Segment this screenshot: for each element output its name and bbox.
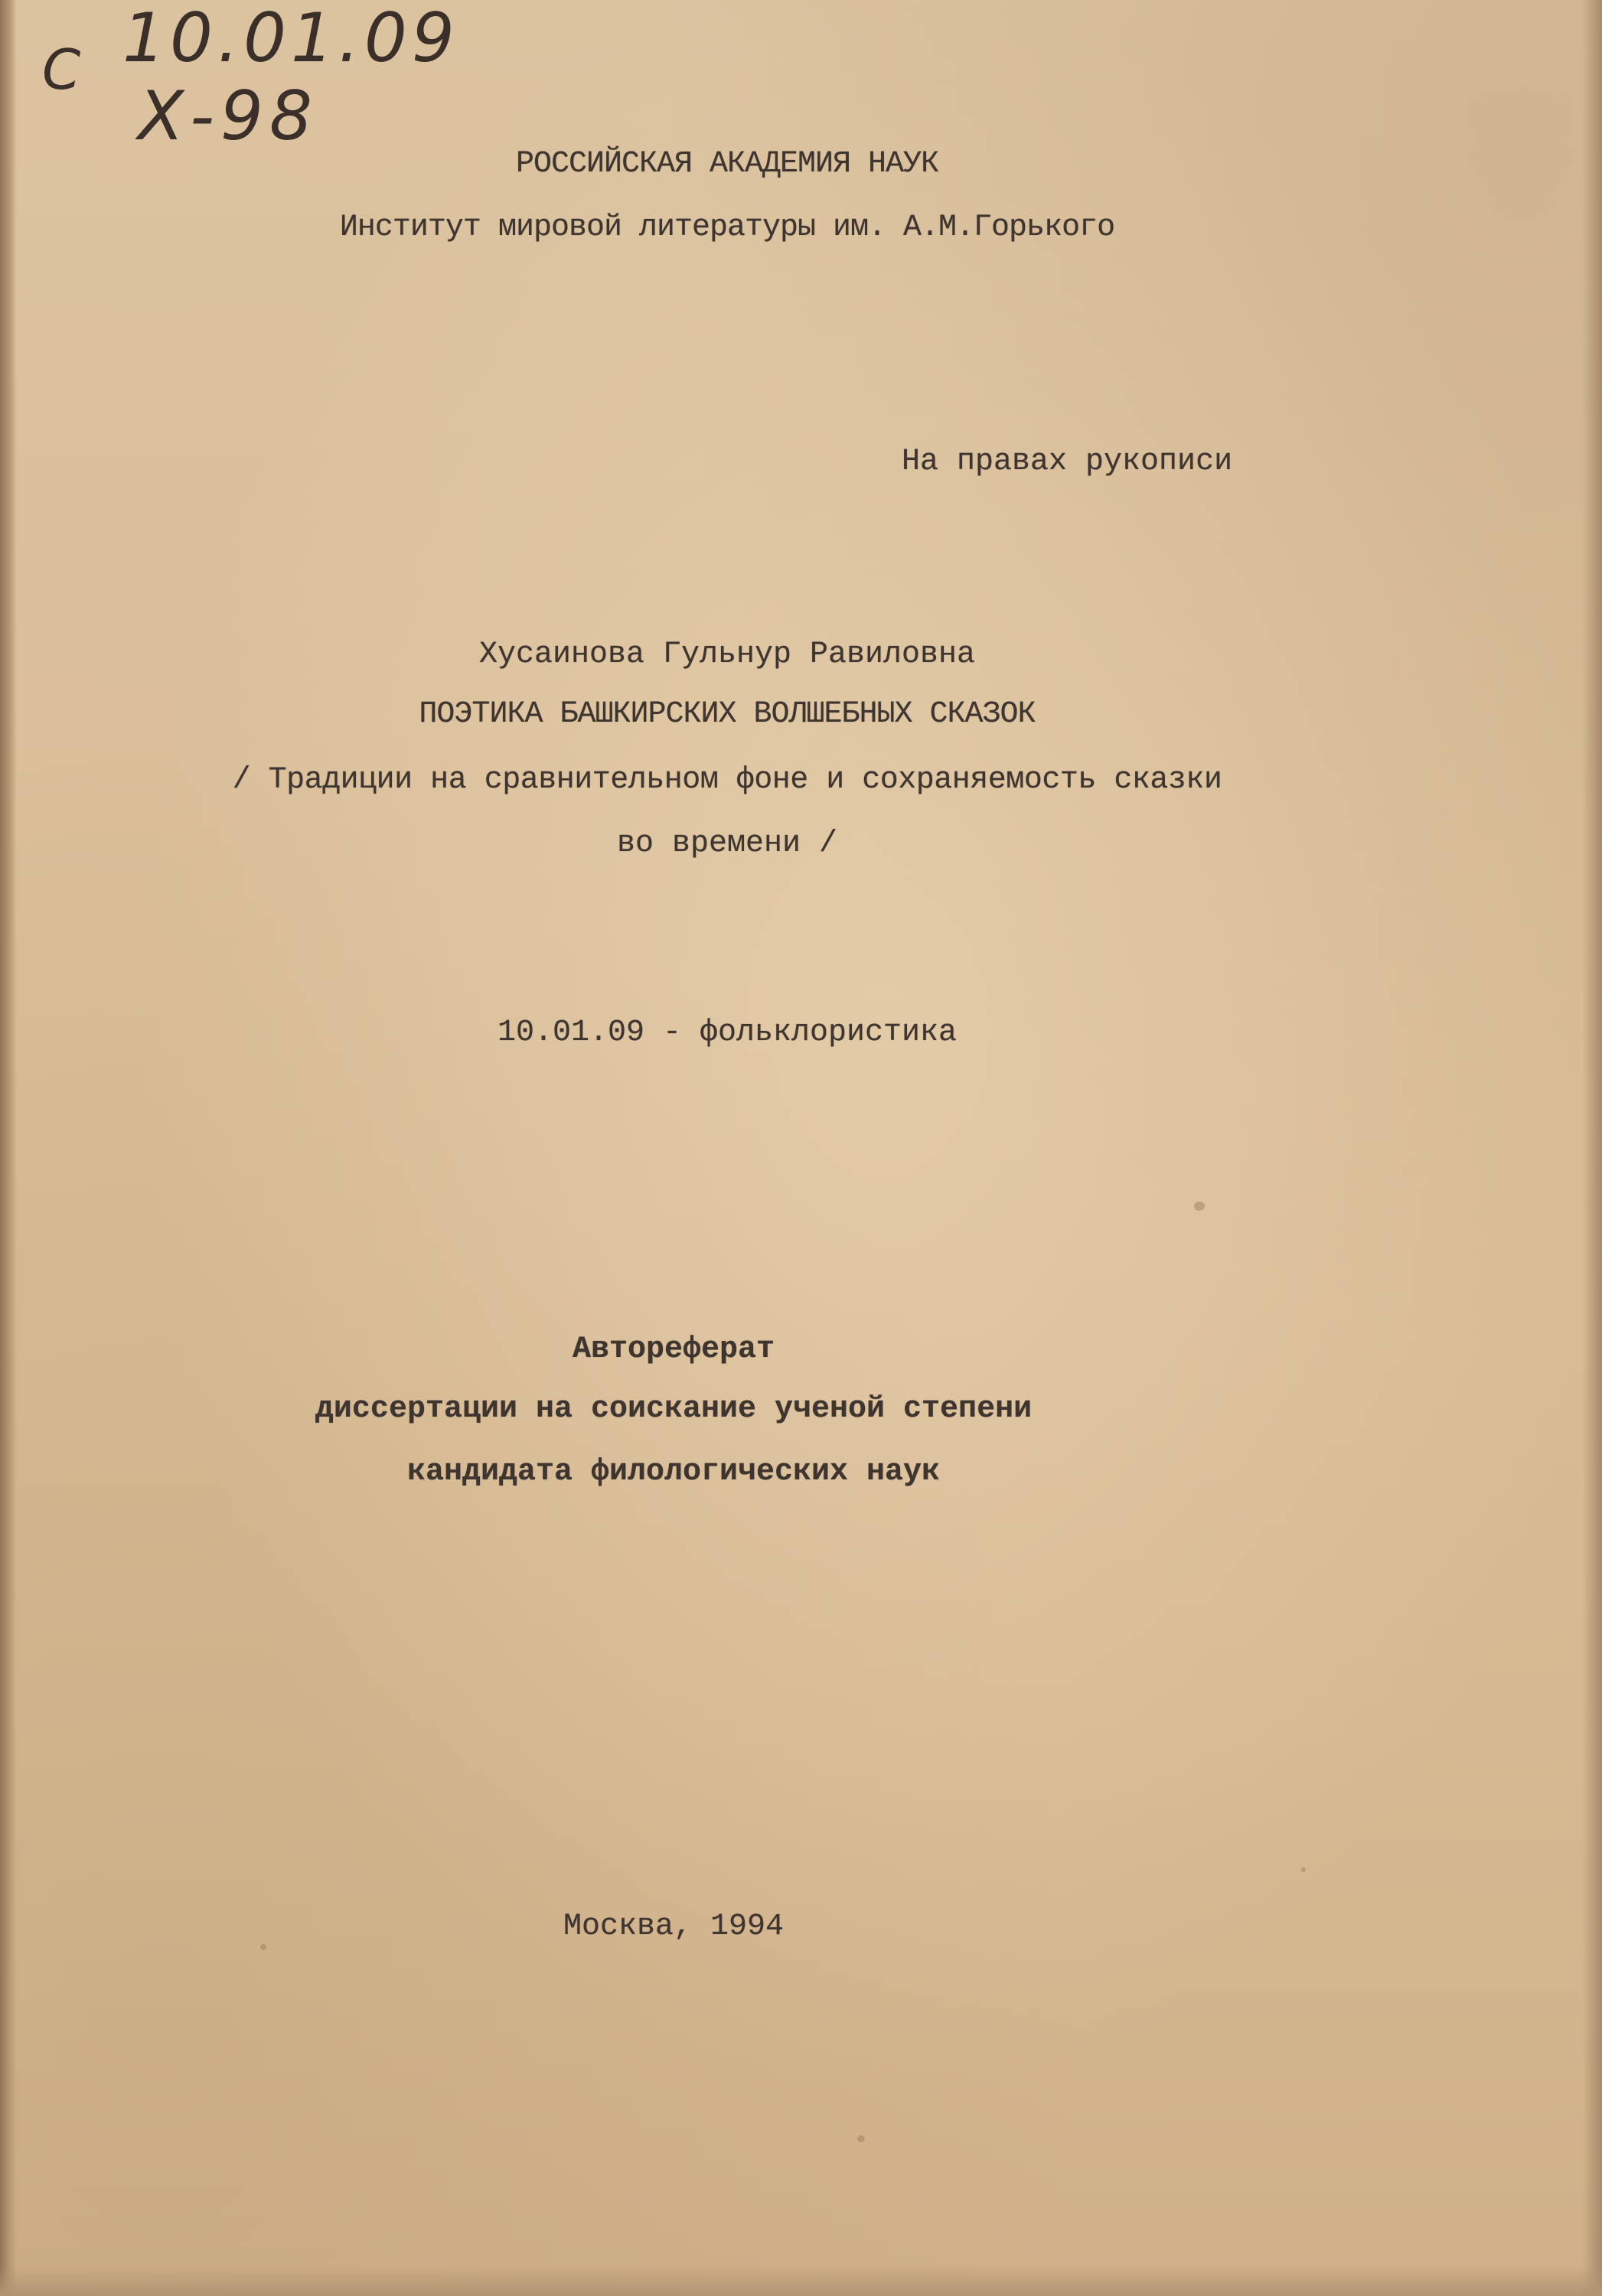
author-name: Хусаинова Гульнур Равиловна xyxy=(478,638,976,672)
handwritten-letter: С xyxy=(42,38,81,102)
page-right-edge xyxy=(1582,0,1602,2296)
rights-note: На правах рукописи xyxy=(902,445,1233,479)
subtitle-line-1: / Традиции на сравнительном фоне и сохраняемость сказки xyxy=(232,763,1222,797)
subtitle-line-2: во времени / xyxy=(616,827,838,861)
paper-speck xyxy=(260,1944,266,1950)
handwritten-code: 10.01.09 xyxy=(122,0,459,77)
paper-speck xyxy=(857,2135,865,2142)
city-year: Москва, 1994 xyxy=(563,1910,785,1944)
page-bottom-edge xyxy=(0,2265,1602,2296)
document-title: ПОЭТИКА БАШКИРСКИХ ВОЛШЕБНЫХ СКАЗОК xyxy=(419,697,1036,732)
degree-description-line-2: кандидата филологических наук xyxy=(406,1455,941,1489)
degree-description-line-1: диссертации на соискание ученой степени xyxy=(315,1392,1033,1427)
page-left-edge xyxy=(0,0,17,2296)
paper-speck xyxy=(1194,1202,1205,1211)
institute-name: Институт мировой литературы им. А.М.Горького xyxy=(339,210,1115,245)
document-type: Автореферат xyxy=(572,1332,775,1367)
handwritten-shelf-mark: Х-98 xyxy=(138,77,319,155)
paper-speck xyxy=(1301,1867,1306,1872)
organization-name: РОССИЙСКАЯ АКАДЕМИЯ НАУК xyxy=(515,147,939,181)
specialty-code: 10.01.09 - фольклористика xyxy=(497,1016,958,1050)
